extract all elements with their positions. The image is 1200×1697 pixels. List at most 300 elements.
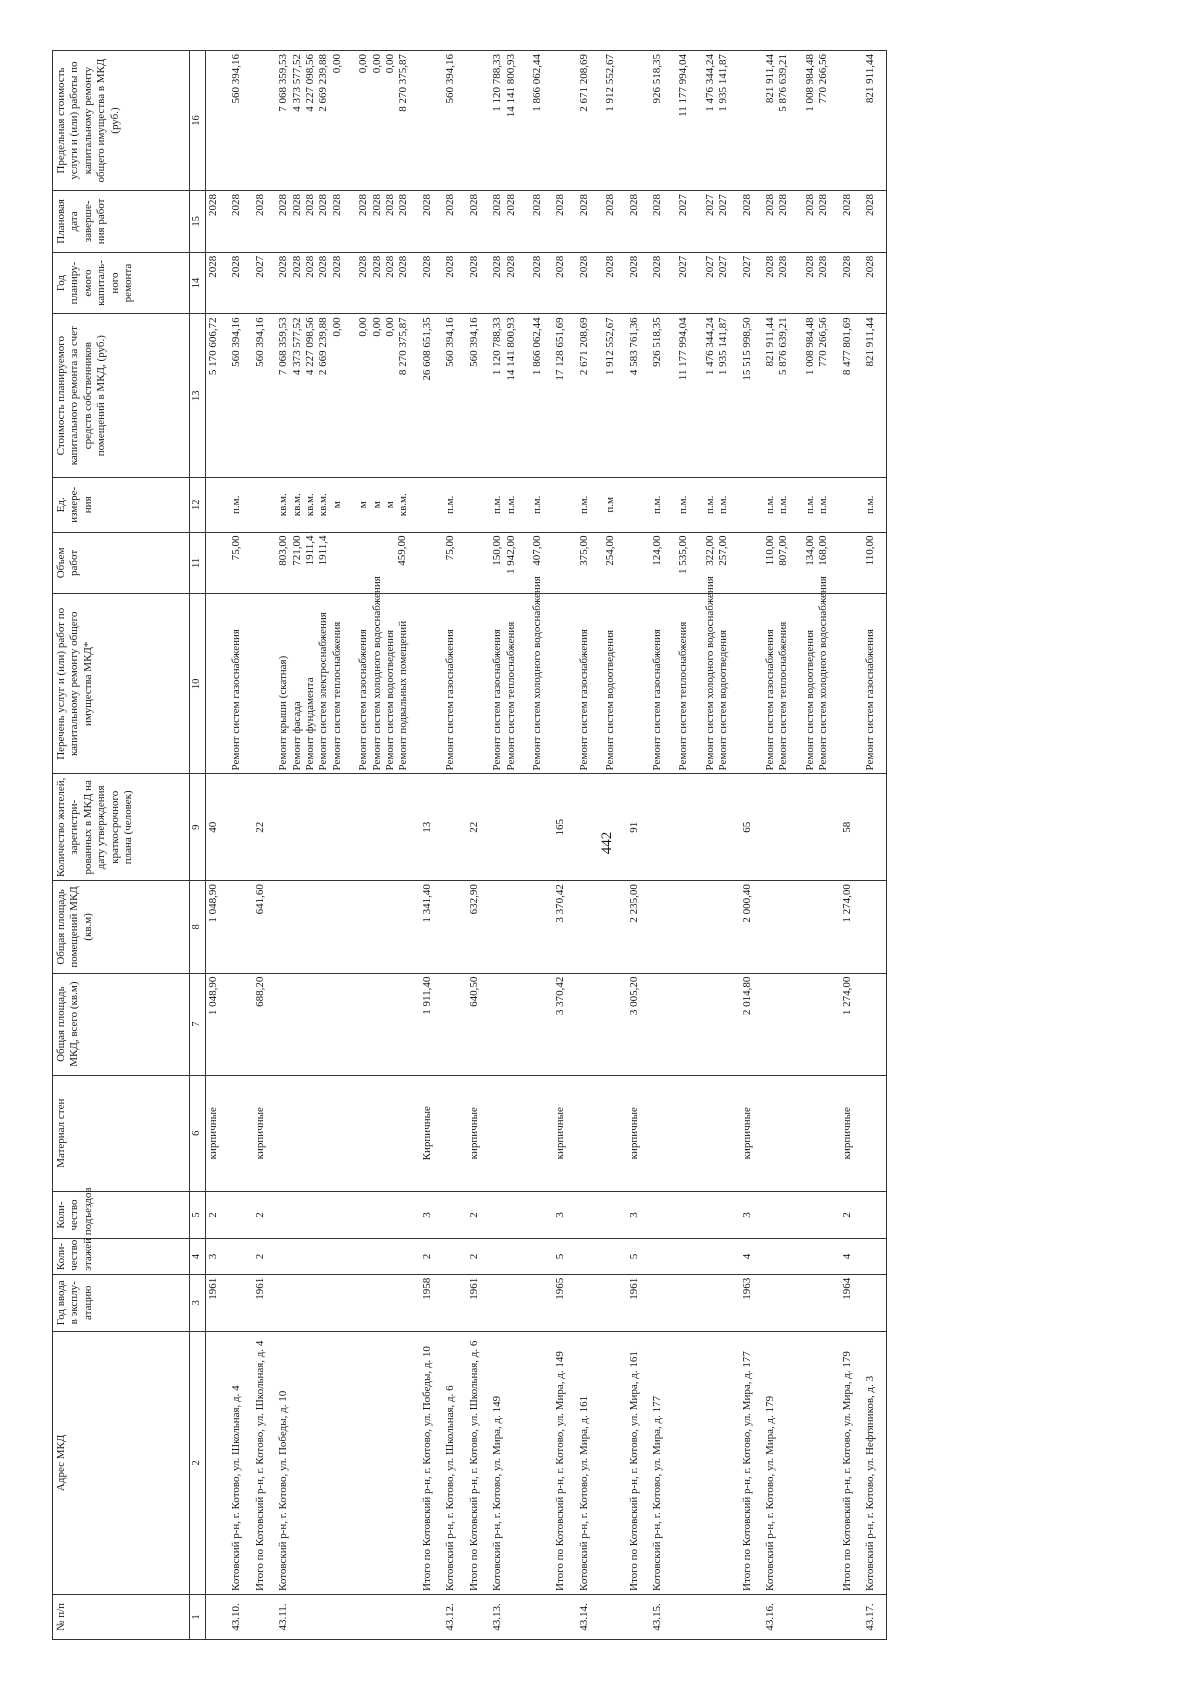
costs-cell bbox=[740, 314, 755, 478]
cost-limit-cell: 1 008 984,48 bbox=[803, 54, 816, 112]
wall-material-cell bbox=[276, 1075, 412, 1191]
repair-year-cell: 2028 bbox=[650, 255, 663, 278]
spacer-cell bbox=[545, 1075, 553, 1191]
unit-cell: п.м. bbox=[817, 495, 830, 514]
commission-year-cell bbox=[276, 1274, 412, 1331]
cost-cell: 5 876 639,21 bbox=[777, 317, 790, 376]
works-cell bbox=[420, 594, 435, 774]
spacer-cell bbox=[459, 252, 467, 314]
dates-cell bbox=[577, 191, 619, 253]
entrances-cell bbox=[650, 1191, 732, 1238]
rooms-area-cell bbox=[443, 881, 458, 973]
spacer-cell bbox=[268, 881, 276, 973]
rooms-area-cell bbox=[763, 881, 832, 973]
units-cell bbox=[863, 478, 878, 533]
unit-cell: кв.м. bbox=[397, 493, 410, 517]
spacer-cell bbox=[832, 1075, 840, 1191]
spacer-cell bbox=[482, 774, 490, 881]
spacer-cell bbox=[755, 191, 763, 253]
work-item: Ремонт крыши (скатная) bbox=[277, 655, 290, 771]
address-cell: Итого по Котовский р-н, г. Котово, ул. Школьная, д. 6 bbox=[467, 1331, 482, 1594]
costs-cell bbox=[577, 314, 619, 478]
years-cell bbox=[740, 252, 755, 314]
completion-date-cell: 2028 bbox=[253, 194, 266, 217]
table-header-row bbox=[53, 51, 190, 1640]
spacer-cell bbox=[619, 1274, 627, 1331]
spacer-cell bbox=[619, 774, 627, 881]
table-row-total bbox=[627, 51, 642, 1640]
limits-cell bbox=[253, 51, 268, 191]
work-item: Ремонт систем газоснабжения bbox=[650, 629, 663, 771]
table-row-total bbox=[740, 51, 755, 1640]
spacer-cell bbox=[221, 51, 229, 191]
spacer-cell bbox=[412, 1594, 420, 1639]
volumes-cell bbox=[206, 532, 222, 594]
address-cell: Итого по Котовский р-н, г. Котово, ул. Победы, д. 10 bbox=[420, 1331, 435, 1594]
completion-date-cell: 2028 bbox=[554, 194, 567, 217]
cost-limit-cell: 0,00 bbox=[357, 54, 370, 74]
dates-cell bbox=[553, 191, 568, 253]
spacer-cell bbox=[642, 594, 650, 774]
spacer-cell bbox=[245, 1331, 253, 1594]
dates-cell bbox=[650, 191, 732, 253]
spacer-cell bbox=[569, 532, 577, 594]
entrances-cell: 3 bbox=[740, 1191, 755, 1238]
spacer-cell bbox=[732, 1594, 740, 1639]
volumes-cell bbox=[650, 532, 732, 594]
costs-cell bbox=[553, 314, 568, 478]
row-spacer bbox=[569, 51, 577, 1640]
work-item: Ремонт систем электроснабжения bbox=[317, 612, 330, 771]
units-cell bbox=[650, 478, 732, 533]
spacer-cell bbox=[412, 973, 420, 1075]
spacer-cell bbox=[412, 1191, 420, 1238]
work-item bbox=[591, 597, 604, 770]
row-number: 43.16. bbox=[763, 1594, 832, 1639]
work-volume bbox=[344, 536, 357, 591]
residents-cell: 65 bbox=[740, 774, 755, 881]
spacer-cell bbox=[268, 1274, 276, 1331]
work-item bbox=[664, 597, 677, 770]
volumes-cell bbox=[863, 532, 878, 594]
spacer-cell bbox=[545, 191, 553, 253]
cost-cell: 11 177 994,04 bbox=[677, 317, 690, 381]
works-cell bbox=[443, 594, 458, 774]
rooms-area-cell: 2 235,00 bbox=[627, 881, 642, 973]
completion-date-cell bbox=[591, 194, 604, 249]
rooms-area-cell: 1 274,00 bbox=[840, 881, 855, 973]
spacer-cell bbox=[545, 532, 553, 594]
years-cell bbox=[229, 252, 244, 314]
row-spacer bbox=[878, 51, 887, 1640]
row-number bbox=[206, 1594, 222, 1639]
column-number: 2 bbox=[190, 1331, 206, 1594]
units-cell bbox=[840, 478, 855, 533]
repair-year-cell: 2028 bbox=[604, 255, 617, 278]
row-number bbox=[420, 1594, 435, 1639]
commission-year-cell: 1958 bbox=[420, 1274, 435, 1331]
table-row bbox=[577, 51, 619, 1640]
repair-year-cell: 2028 bbox=[384, 255, 397, 278]
completion-date-cell: 2028 bbox=[467, 194, 480, 217]
cost-limit-cell: 1 935 141,87 bbox=[717, 54, 730, 112]
repair-year-cell: 2028 bbox=[817, 255, 830, 278]
spacer-cell bbox=[569, 1594, 577, 1639]
repair-year-cell: 2027 bbox=[717, 255, 730, 278]
spacer-cell bbox=[245, 1191, 253, 1238]
rooms-area-cell: 632,90 bbox=[467, 881, 482, 973]
unit-cell: п.м bbox=[604, 496, 617, 513]
spacer-cell bbox=[832, 1274, 840, 1331]
spacer-cell bbox=[268, 774, 276, 881]
cost-limit-cell: 1 912 552,67 bbox=[604, 54, 617, 112]
spacer-cell bbox=[878, 51, 887, 191]
column-number: 11 bbox=[190, 532, 206, 594]
dates-cell bbox=[627, 191, 642, 253]
table-row bbox=[863, 51, 878, 1640]
spacer-cell bbox=[642, 252, 650, 314]
unit-cell: п.м. bbox=[577, 495, 590, 514]
work-item: Ремонт систем газоснабжения bbox=[864, 629, 876, 771]
cost-cell: 560 394,16 bbox=[253, 317, 266, 367]
spacer-cell bbox=[482, 1191, 490, 1238]
spacer-cell bbox=[878, 594, 887, 774]
completion-date-cell: 2028 bbox=[504, 194, 517, 217]
spacer-cell bbox=[245, 1594, 253, 1639]
wall-material-cell bbox=[763, 1075, 832, 1191]
limits-cell bbox=[863, 51, 878, 191]
header-cell: Предельная стоимость услуги и (или) работы по капитальному ремонту общего имущества в МКД (руб.) bbox=[53, 51, 190, 191]
spacer-cell bbox=[642, 1594, 650, 1639]
spacer-cell bbox=[245, 1274, 253, 1331]
spacer-cell bbox=[245, 1239, 253, 1275]
spacer-cell bbox=[569, 252, 577, 314]
spacer-cell bbox=[459, 1274, 467, 1331]
spacer-cell bbox=[482, 1075, 490, 1191]
spacer-cell bbox=[459, 314, 467, 478]
row-spacer bbox=[642, 51, 650, 1640]
row-spacer bbox=[459, 51, 467, 1640]
rooms-area-cell bbox=[490, 881, 545, 973]
spacer-cell bbox=[619, 1331, 627, 1594]
work-volume bbox=[691, 536, 704, 591]
repair-year-cell: 2027 bbox=[677, 255, 690, 278]
spacer-cell bbox=[268, 1239, 276, 1275]
spacer-cell bbox=[459, 774, 467, 881]
dates-cell bbox=[253, 191, 268, 253]
volumes-cell bbox=[740, 532, 755, 594]
years-cell bbox=[627, 252, 642, 314]
cost-limit-cell bbox=[518, 54, 531, 187]
spacer-cell bbox=[482, 881, 490, 973]
spacer-cell bbox=[435, 1274, 443, 1331]
work-volume: 75,00 bbox=[230, 535, 243, 561]
commission-year-cell: 1964 bbox=[840, 1274, 855, 1331]
total-area-cell: 3 370,42 bbox=[553, 973, 568, 1075]
spacer-cell bbox=[245, 51, 253, 191]
work-item: Ремонт систем теплоснабжения bbox=[504, 621, 517, 771]
repair-year-cell: 2028 bbox=[763, 255, 776, 278]
commission-year-cell: 1961 bbox=[253, 1274, 268, 1331]
repair-year-cell bbox=[518, 256, 531, 311]
column-number: 16 bbox=[190, 51, 206, 191]
volumes-cell bbox=[577, 532, 619, 594]
spacer-cell bbox=[221, 532, 229, 594]
spacer-cell bbox=[642, 881, 650, 973]
residents-cell bbox=[229, 774, 244, 881]
spacer-cell bbox=[545, 881, 553, 973]
spacer-cell bbox=[435, 1331, 443, 1594]
spacer-cell bbox=[619, 532, 627, 594]
cost-cell: 0,00 bbox=[384, 317, 397, 337]
spacer-cell bbox=[435, 478, 443, 533]
row-number: 43.12. bbox=[443, 1594, 458, 1639]
unit-cell: м bbox=[370, 501, 383, 509]
units-cell bbox=[443, 478, 458, 533]
spacer-cell bbox=[732, 1331, 740, 1594]
cost-cell: 1 476 344,24 bbox=[703, 317, 716, 376]
row-number bbox=[253, 1594, 268, 1639]
spacer-cell bbox=[245, 191, 253, 253]
spacer-cell bbox=[412, 252, 420, 314]
row-number bbox=[553, 1594, 568, 1639]
years-cell bbox=[650, 252, 732, 314]
spacer-cell bbox=[459, 191, 467, 253]
column-number: 6 bbox=[190, 1075, 206, 1191]
work-item bbox=[518, 597, 531, 770]
spacer-cell bbox=[732, 314, 740, 478]
spacer-cell bbox=[435, 973, 443, 1075]
residents-cell: 165 bbox=[553, 774, 568, 881]
spacer-cell bbox=[755, 314, 763, 478]
commission-year-cell: 1963 bbox=[740, 1274, 755, 1331]
work-item: Ремонт систем газоснабжения bbox=[444, 629, 457, 771]
table-row-total bbox=[467, 51, 482, 1640]
completion-date-cell: 2028 bbox=[577, 194, 590, 217]
spacer-cell bbox=[435, 1239, 443, 1275]
limits-cell bbox=[443, 51, 458, 191]
completion-date-cell: 2028 bbox=[803, 194, 816, 217]
spacer-cell bbox=[642, 191, 650, 253]
wall-material-cell bbox=[229, 1075, 244, 1191]
units-cell bbox=[627, 478, 642, 533]
spacer-cell bbox=[545, 1331, 553, 1594]
repair-year-cell: 2028 bbox=[777, 255, 790, 278]
cost-cell: 8 270 375,87 bbox=[397, 317, 410, 376]
total-area-cell: 2 014,80 bbox=[740, 973, 755, 1075]
entrances-cell: 3 bbox=[420, 1191, 435, 1238]
spacer-cell bbox=[732, 532, 740, 594]
spacer-cell bbox=[482, 191, 490, 253]
spacer-cell bbox=[569, 191, 577, 253]
spacer-cell bbox=[268, 51, 276, 191]
wall-material-cell: кирпичные bbox=[627, 1075, 642, 1191]
unit-cell: м bbox=[384, 501, 397, 509]
repair-year-cell: 2028 bbox=[577, 255, 590, 278]
spacer-cell bbox=[755, 1594, 763, 1639]
spacer-cell bbox=[755, 594, 763, 774]
floors-cell: 2 bbox=[420, 1239, 435, 1275]
address-cell bbox=[206, 1331, 222, 1594]
spacer-cell bbox=[268, 252, 276, 314]
spacer-cell bbox=[832, 478, 840, 533]
works-cell bbox=[627, 594, 642, 774]
spacer-cell bbox=[642, 774, 650, 881]
spacer-cell bbox=[619, 51, 627, 191]
cost-limit-cell: 821 911,44 bbox=[864, 54, 876, 104]
cost-cell bbox=[344, 317, 357, 474]
spacer-cell bbox=[268, 973, 276, 1075]
spacer-cell bbox=[569, 1331, 577, 1594]
costs-cell bbox=[490, 314, 545, 478]
commission-year-cell bbox=[863, 1274, 878, 1331]
years-cell bbox=[206, 252, 222, 314]
spacer-cell bbox=[482, 478, 490, 533]
cost-cell: 5 170 606,72 bbox=[207, 317, 219, 376]
cost-cell: 8 477 801,69 bbox=[840, 317, 853, 376]
spacer-cell bbox=[832, 973, 840, 1075]
completion-date-cell: 2028 bbox=[530, 194, 543, 217]
entrances-cell: 3 bbox=[627, 1191, 642, 1238]
work-volume: 1 942,00 bbox=[504, 535, 517, 575]
completion-date-cell: 2028 bbox=[207, 194, 219, 217]
table-row bbox=[276, 51, 412, 1640]
wall-material-cell bbox=[443, 1075, 458, 1191]
works-cell bbox=[650, 576, 732, 774]
work-item bbox=[344, 597, 357, 770]
spacer-cell bbox=[268, 314, 276, 478]
entrances-cell: 3 bbox=[553, 1191, 568, 1238]
entrances-cell bbox=[577, 1191, 619, 1238]
work-item bbox=[791, 597, 804, 770]
unit-cell: п.м. bbox=[230, 495, 243, 514]
spacer-cell bbox=[545, 1594, 553, 1639]
commission-year-cell: 1965 bbox=[553, 1274, 568, 1331]
capital-repair-plan-table-rotated bbox=[52, 50, 1142, 1640]
spacer-cell bbox=[855, 1274, 863, 1331]
years-cell bbox=[840, 252, 855, 314]
row-spacer bbox=[732, 51, 740, 1640]
spacer-cell bbox=[245, 252, 253, 314]
address-cell: Итого по Котовский р-н, г. Котово, ул. Мира, д. 149 bbox=[553, 1331, 568, 1594]
costs-cell bbox=[763, 314, 832, 478]
work-item: Ремонт подвальных помещений bbox=[397, 620, 410, 771]
spacer-cell bbox=[245, 973, 253, 1075]
work-volume: 134,00 bbox=[803, 535, 816, 566]
cost-cell: 14 141 800,93 bbox=[504, 317, 517, 381]
header-cell: Плановая дата заверше-ния работ bbox=[53, 191, 190, 253]
column-number: 13 bbox=[190, 314, 206, 478]
spacer-cell bbox=[412, 881, 420, 973]
header-cell: Ед. измере-ния bbox=[53, 478, 190, 533]
cost-cell bbox=[664, 317, 677, 474]
spacer-cell bbox=[878, 1239, 887, 1275]
address-cell: Итого по Котовский р-н, г. Котово, ул. Мира, д. 179 bbox=[840, 1331, 855, 1594]
spacer-cell bbox=[412, 1274, 420, 1331]
spacer-cell bbox=[855, 51, 863, 191]
repair-year-cell: 2028 bbox=[304, 255, 317, 278]
residents-cell bbox=[577, 774, 619, 881]
cost-limit-cell: 1 476 344,24 bbox=[703, 54, 716, 112]
spacer-cell bbox=[268, 1594, 276, 1639]
dates-cell bbox=[206, 191, 222, 253]
limits-cell bbox=[740, 51, 755, 191]
unit-cell bbox=[691, 481, 704, 529]
work-item: Ремонт систем холодного водоснабжения bbox=[703, 576, 716, 771]
cost-limit-cell: 926 518,35 bbox=[650, 54, 663, 104]
years-cell bbox=[420, 252, 435, 314]
row-spacer bbox=[435, 51, 443, 1640]
cost-cell: 1 935 141,87 bbox=[717, 317, 730, 376]
column-number: 14 bbox=[190, 252, 206, 314]
rooms-area-cell bbox=[650, 881, 732, 973]
limits-cell bbox=[420, 51, 435, 191]
wall-material-cell: кирпичные bbox=[206, 1075, 222, 1191]
repair-year-cell: 2028 bbox=[444, 255, 457, 278]
cost-limit-cell: 770 266,56 bbox=[817, 54, 830, 104]
work-volume bbox=[664, 536, 677, 591]
entrances-cell: 2 bbox=[840, 1191, 855, 1238]
limits-cell bbox=[490, 51, 545, 191]
commission-year-cell: 1961 bbox=[467, 1274, 482, 1331]
row-spacer bbox=[855, 51, 863, 1640]
address-cell: Котовский р-н, г. Котово, ул. Мира, д. 179 bbox=[763, 1331, 832, 1594]
works-cell bbox=[577, 594, 619, 774]
commission-year-cell bbox=[443, 1274, 458, 1331]
unit-cell: п.м. bbox=[703, 495, 716, 514]
spacer-cell bbox=[435, 1075, 443, 1191]
spacer-cell bbox=[642, 1274, 650, 1331]
floors-cell: 4 bbox=[840, 1239, 855, 1275]
spacer-cell bbox=[878, 881, 887, 973]
units-cell bbox=[763, 478, 832, 533]
page-number: 442 bbox=[599, 831, 615, 855]
spacer-cell bbox=[459, 594, 467, 774]
volumes-cell bbox=[253, 532, 268, 594]
spacer-cell bbox=[435, 51, 443, 191]
rooms-area-cell: 641,60 bbox=[253, 881, 268, 973]
spacer-cell bbox=[412, 314, 420, 478]
spacer-cell bbox=[732, 51, 740, 191]
residents-cell bbox=[276, 774, 412, 881]
header-cell: Стоимость планируемого капитального ремонта за счет средств собственников помещений в МКД, (руб.) bbox=[53, 314, 190, 478]
repair-year-cell: 2027 bbox=[703, 255, 716, 278]
spacer-cell bbox=[221, 1594, 229, 1639]
years-cell bbox=[863, 252, 878, 314]
spacer-cell bbox=[832, 252, 840, 314]
header-cell: Общая площадь помещений МКД (кв.м) bbox=[53, 881, 190, 973]
dates-cell bbox=[863, 191, 878, 253]
spacer-cell bbox=[878, 1331, 887, 1594]
total-area-cell: 1 274,00 bbox=[840, 973, 855, 1075]
work-item: Ремонт систем холодного водоснабжения bbox=[817, 576, 830, 771]
capital-repair-plan-table bbox=[52, 50, 887, 1640]
repair-year-cell: 2028 bbox=[317, 255, 330, 278]
repair-year-cell: 2028 bbox=[370, 255, 383, 278]
works-cell bbox=[253, 594, 268, 774]
spacer-cell bbox=[878, 1594, 887, 1639]
rooms-area-cell: 1 048,90 bbox=[206, 881, 222, 973]
header-cell: Перечень услуг и (или) работ по капитальному ремонту общего имущества МКД* bbox=[53, 594, 190, 774]
entrances-cell bbox=[229, 1191, 244, 1238]
column-number: 4 bbox=[190, 1239, 206, 1275]
floors-cell: 4 bbox=[740, 1239, 755, 1275]
limits-cell bbox=[229, 51, 244, 191]
wall-material-cell: кирпичные bbox=[467, 1075, 482, 1191]
spacer-cell bbox=[459, 1594, 467, 1639]
unit-cell bbox=[664, 481, 677, 529]
limits-cell bbox=[840, 51, 855, 191]
